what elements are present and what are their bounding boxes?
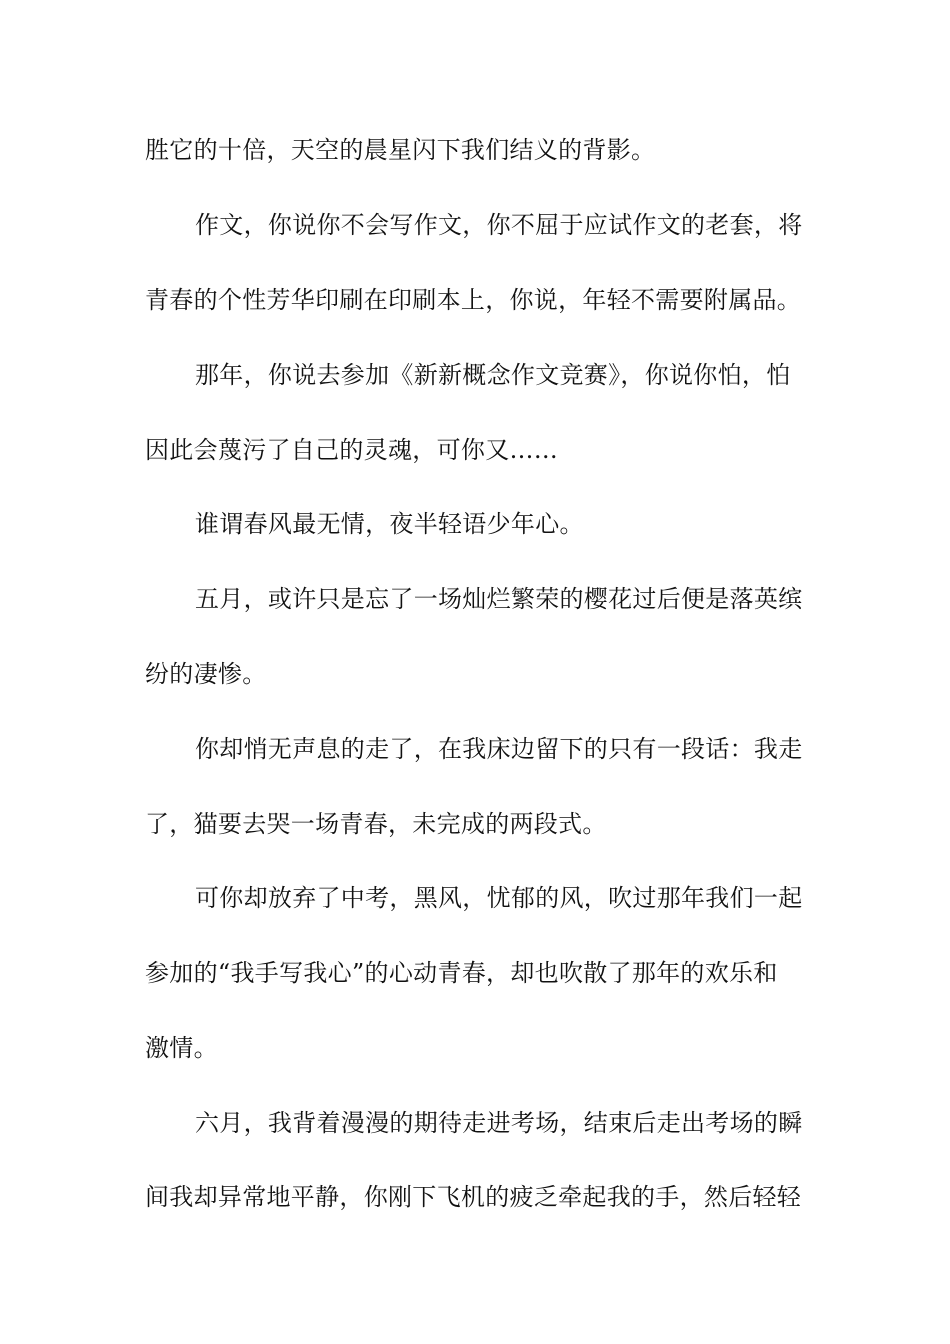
paragraph-first-line: 作文，你说你不会写作文，你不屈于应试作文的老套，将 [195, 211, 803, 239]
text-line: 间我却异常地平静，你刚下飞机的疲乏牵起我的手，然后轻轻 [145, 1183, 802, 1211]
paragraph-first-line: 六月，我背着漫漫的期待走进考场，结束后走出考场的瞬 [195, 1109, 803, 1137]
paragraph-first-line: 可你却放弃了中考，黑风，忧郁的风，吹过那年我们一起 [195, 884, 803, 912]
paragraph-first-line: 那年，你说去参加《新新概念作文竞赛》，你说你怕，怕 [195, 361, 791, 389]
paragraph-first-line: 谁谓春风最无情，夜半轻语少年心。 [195, 510, 584, 538]
text-line: 激情。 [145, 1034, 218, 1062]
paragraph-first-line: 你却悄无声息的走了，在我床边留下的只有一段话：我走 [195, 735, 803, 763]
text-line: 青春的个性芳华印刷在印刷本上，你说，年轻不需要附属品。 [145, 286, 802, 314]
text-line: 纷的凄惨。 [145, 660, 267, 688]
text-line: 胜它的十倍，天空的晨星闪下我们结义的背影。 [145, 136, 656, 164]
text-line: 因此会蔑污了自己的灵魂，可你又…… [145, 436, 559, 464]
paragraph-first-line: 五月，或许只是忘了一场灿烂繁荣的樱花过后便是落英缤 [195, 585, 803, 613]
text-line: 参加的“我手写我心”的心动青春，却也吹散了那年的欢乐和 [145, 959, 778, 987]
text-line: 了，猫要去哭一场青春，未完成的两段式。 [145, 810, 607, 838]
